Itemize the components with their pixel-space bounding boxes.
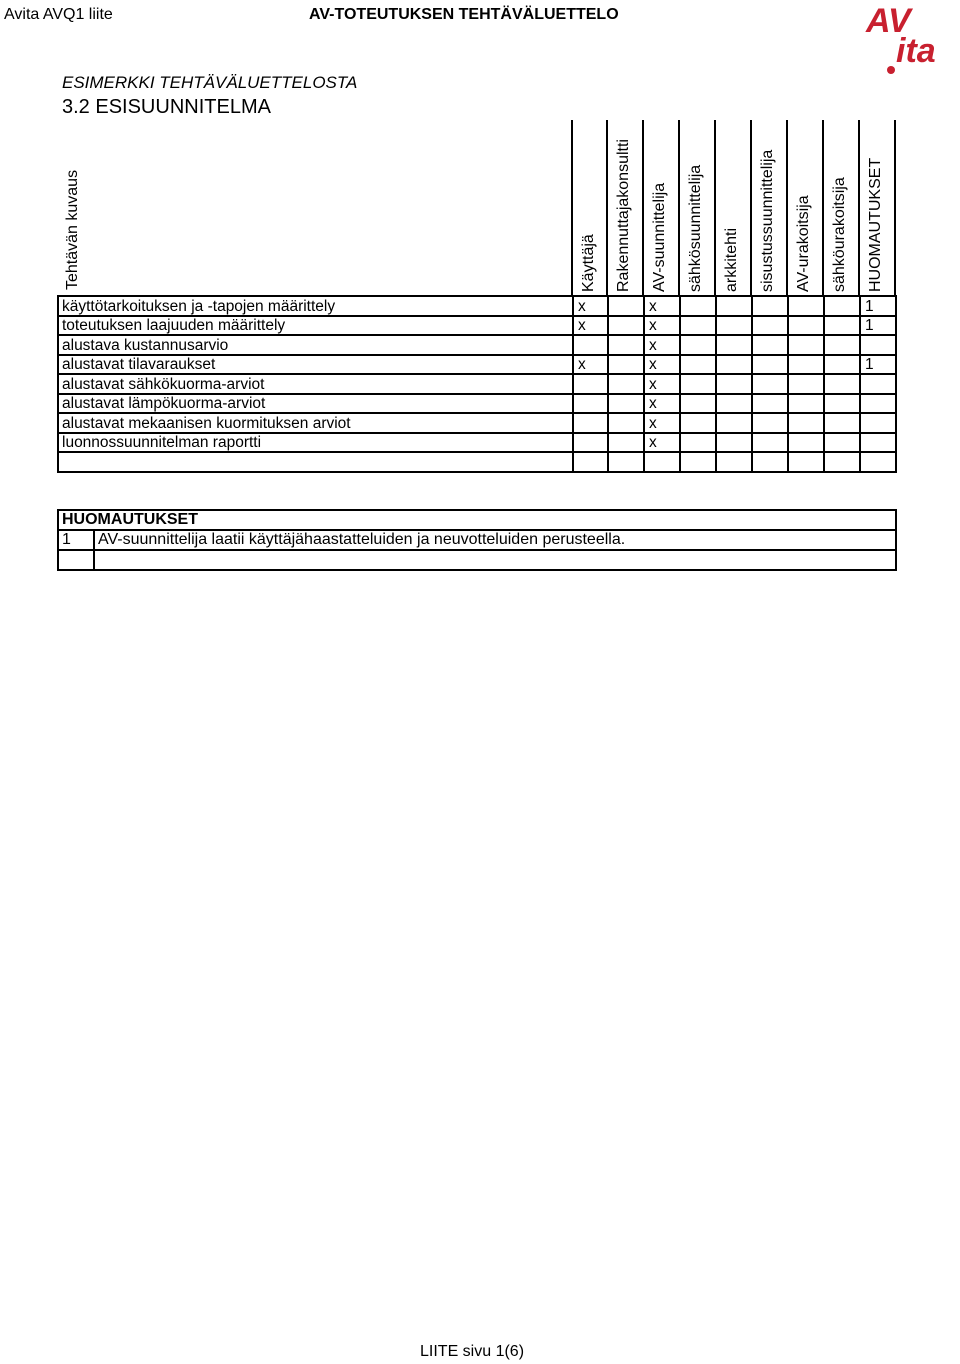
table-row: [58, 433, 896, 453]
role-cell: [788, 335, 824, 355]
role-cell: [752, 335, 788, 355]
remark-number: [58, 550, 94, 570]
document-header-left: Avita AVQ1 liite: [4, 6, 113, 23]
role-cell: [860, 374, 896, 394]
task-column-header: Tehtävän kuvaus: [64, 169, 81, 290]
role-cell: [608, 316, 644, 336]
task-description: toteutuksen laajuuden määrittely: [58, 316, 573, 336]
role-cell: [608, 452, 644, 472]
role-cell: [608, 433, 644, 453]
role-cell: [788, 452, 824, 472]
role-cell: [716, 335, 752, 355]
role-cell: x: [644, 413, 680, 433]
task-table: [57, 295, 897, 473]
role-cell: [824, 394, 860, 414]
role-cell: [824, 296, 860, 316]
role-cell: [824, 433, 860, 453]
table-row: [58, 394, 896, 414]
role-cell: [608, 413, 644, 433]
role-cell: x: [644, 355, 680, 375]
header-divider: [750, 120, 752, 297]
role-cell: [752, 374, 788, 394]
header-divider: [714, 120, 716, 297]
remark-text: [94, 550, 896, 570]
role-cell: [752, 316, 788, 336]
table-row: [58, 335, 896, 355]
role-cell: [716, 355, 752, 375]
role-cell: [680, 355, 716, 375]
document-title: AV-TOTEUTUKSEN TEHTÄVÄLUETTELO: [309, 6, 619, 23]
remarks-row: [58, 550, 896, 570]
role-cell: x: [573, 355, 608, 375]
logo-text-top: AV: [866, 2, 911, 40]
role-cell: [788, 394, 824, 414]
role-cell: [608, 374, 644, 394]
table-row: [58, 374, 896, 394]
role-cell: [608, 296, 644, 316]
role-cell: [824, 452, 860, 472]
role-cell: x: [644, 296, 680, 316]
role-cell: [752, 394, 788, 414]
role-cell: [680, 413, 716, 433]
role-cell: [788, 413, 824, 433]
role-cell: [680, 316, 716, 336]
role-cell: [680, 374, 716, 394]
task-description: alustavat lämpökuorma-arviot: [58, 394, 573, 414]
role-cell: [716, 394, 752, 414]
role-cell: [573, 433, 608, 453]
column-header: Käyttäjä: [580, 234, 597, 292]
section-title: 3.2 ESISUUNNITELMA: [62, 96, 271, 118]
role-cell: [752, 413, 788, 433]
role-cell: 1: [860, 355, 896, 375]
document-subtitle: ESIMERKKI TEHTÄVÄLUETTELOSTA: [62, 73, 358, 92]
page-footer: LIITE sivu 1(6): [420, 1343, 525, 1360]
column-header: AV-suunnittelija: [651, 182, 668, 292]
role-cell: [608, 335, 644, 355]
header-divider: [606, 120, 608, 297]
role-cell: [824, 374, 860, 394]
role-cell: [716, 296, 752, 316]
column-header: Rakennuttajakonsultti: [615, 139, 632, 292]
remarks-table: [57, 509, 897, 571]
role-cell: [860, 413, 896, 433]
role-cell: [680, 296, 716, 316]
column-header: sähkösuunnittelija: [687, 164, 704, 292]
table-row: [58, 355, 896, 375]
role-cell: [752, 452, 788, 472]
role-cell: [752, 433, 788, 453]
role-cell: [716, 374, 752, 394]
remarks-header-row: [58, 510, 896, 530]
role-cell: 1: [860, 296, 896, 316]
table-row: [58, 452, 896, 472]
role-cell: [716, 452, 752, 472]
role-cell: [573, 413, 608, 433]
role-cell: [573, 452, 608, 472]
role-cell: [860, 452, 896, 472]
task-description: käyttötarkoituksen ja -tapojen määrittely: [58, 296, 573, 316]
role-cell: [644, 452, 680, 472]
table-row: [58, 296, 896, 316]
header-divider: [894, 120, 896, 297]
role-cell: [824, 335, 860, 355]
column-header: AV-urakoitsija: [795, 195, 812, 292]
role-cell: x: [644, 374, 680, 394]
header-divider: [822, 120, 824, 297]
role-cell: [788, 355, 824, 375]
role-cell: [608, 355, 644, 375]
role-cell: 1: [860, 316, 896, 336]
task-description: alustavat tilavaraukset: [58, 355, 573, 375]
role-cell: [608, 394, 644, 414]
role-cell: x: [644, 316, 680, 336]
task-description: alustavat sähkökuorma-arviot: [58, 374, 573, 394]
task-description: alustava kustannusarvio: [58, 335, 573, 355]
role-cell: x: [644, 433, 680, 453]
column-header: HUOMAUTUKSET: [867, 157, 884, 292]
role-cell: x: [644, 394, 680, 414]
avita-logo: [864, 2, 956, 78]
logo-text-bottom: ita: [896, 32, 936, 70]
role-cell: [824, 316, 860, 336]
table-row: [58, 413, 896, 433]
task-description: alustavat mekaanisen kuormituksen arviot: [58, 413, 573, 433]
header-divider: [571, 120, 573, 297]
column-header: sähköurakoitsija: [831, 177, 848, 292]
role-cell: [824, 355, 860, 375]
role-cell: [573, 374, 608, 394]
role-cell: [716, 316, 752, 336]
role-cell: [573, 394, 608, 414]
remarks-row: [58, 530, 896, 550]
header-divider: [858, 120, 860, 297]
header-divider: [642, 120, 644, 297]
role-cell: [752, 355, 788, 375]
role-cell: [824, 413, 860, 433]
logo-dot: [887, 66, 895, 74]
role-cell: [860, 394, 896, 414]
role-cell: [680, 335, 716, 355]
role-cell: [752, 296, 788, 316]
role-cell: x: [573, 316, 608, 336]
task-description: luonnossuunnitelman raportti: [58, 433, 573, 453]
role-cell: x: [644, 335, 680, 355]
role-cell: [716, 413, 752, 433]
role-cell: [788, 316, 824, 336]
role-cell: [860, 433, 896, 453]
table-row: [58, 316, 896, 336]
role-cell: [860, 335, 896, 355]
role-cell: [680, 452, 716, 472]
remarks-title: HUOMAUTUKSET: [58, 510, 896, 530]
column-header: sisustussuunnittelija: [759, 149, 776, 292]
column-header: arkkitehti: [723, 227, 740, 292]
role-cell: [788, 433, 824, 453]
header-divider: [786, 120, 788, 297]
role-cell: [788, 374, 824, 394]
task-description: [58, 452, 573, 472]
role-cell: [788, 296, 824, 316]
role-cell: [573, 335, 608, 355]
role-cell: [716, 433, 752, 453]
role-cell: [680, 394, 716, 414]
remark-text: AV-suunnittelija laatii käyttäjähaastatteluiden ja neuvotteluiden perusteella.: [94, 530, 896, 550]
header-divider: [678, 120, 680, 297]
remark-number: 1: [58, 530, 94, 550]
role-cell: x: [573, 296, 608, 316]
role-cell: [680, 433, 716, 453]
